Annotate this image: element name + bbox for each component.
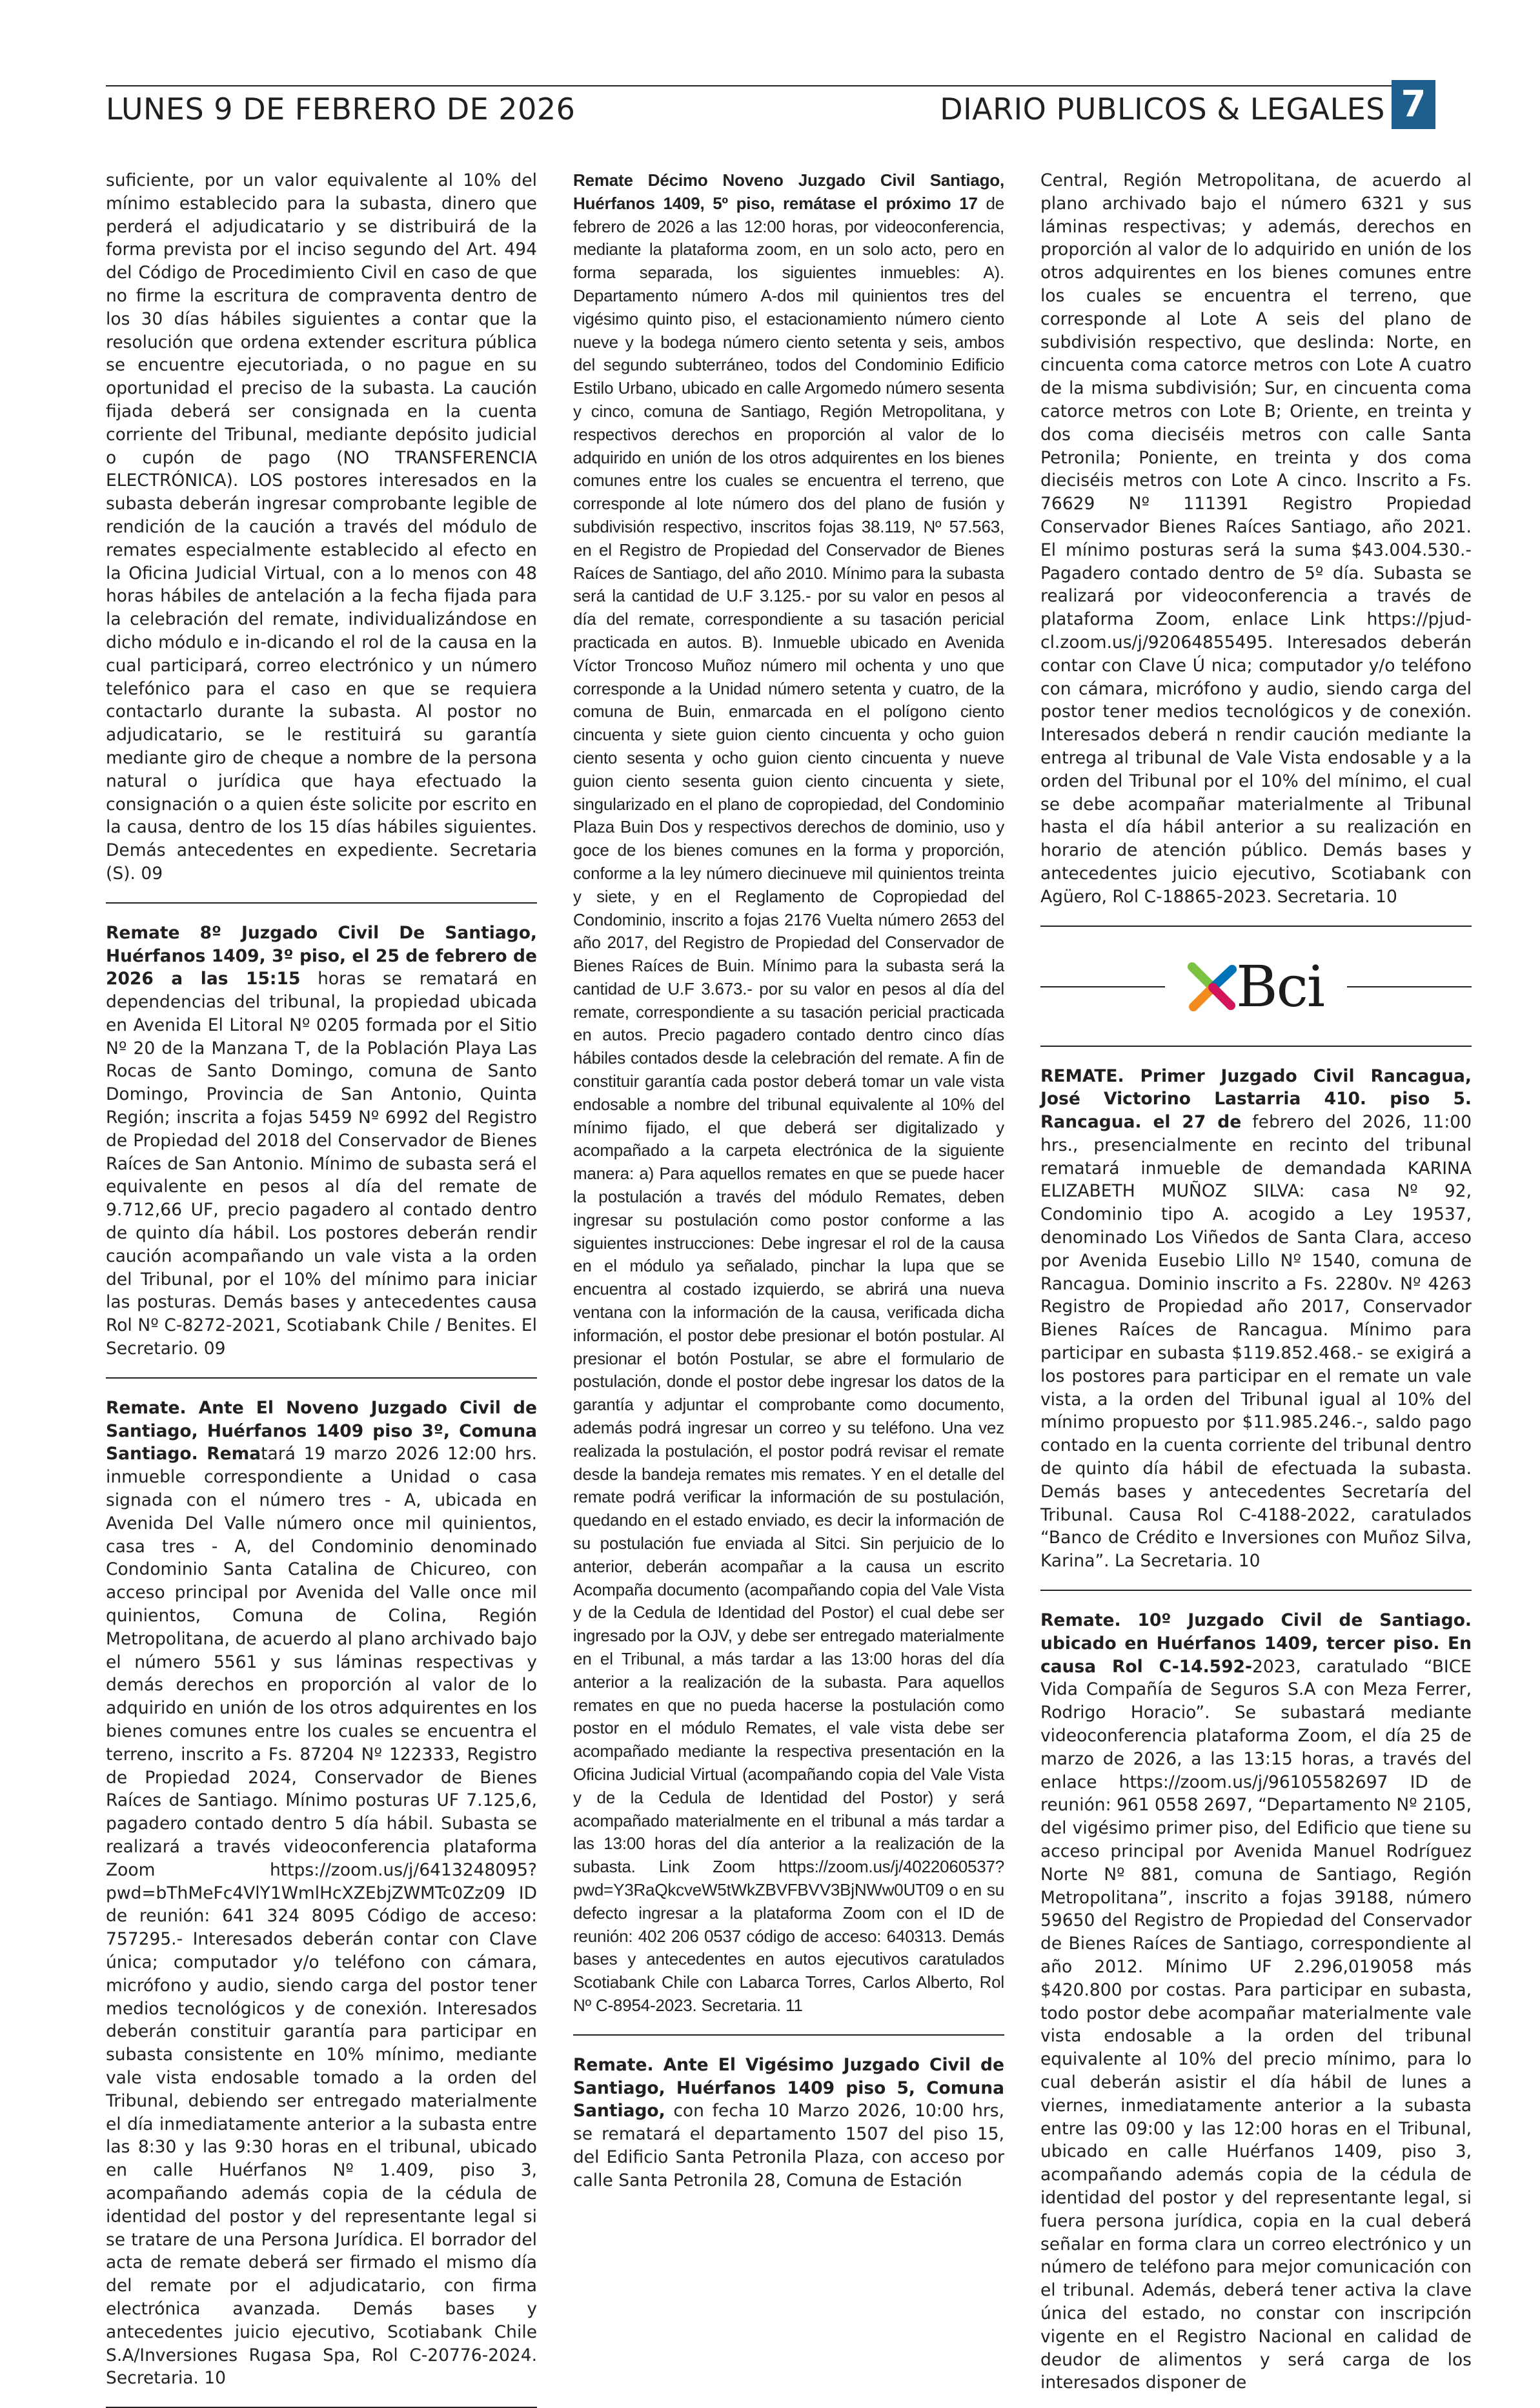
- notice-text: suficiente, por un valor equivalente al 10% del mínimo establecido para la subasta, dinero que perderá el adjudicatario y se distribuirá de la forma prevista por el inciso segundo del Art. 494 del Código de Procedimiento Civil en caso de que no firme la escritura de compraventa dentro de los 30 días hábiles siguientes a contar que la resolución que ordena extender escritura pública se encuentre ejecutoriada, o no pague en su oportunidad el preciso de la subasta. La caución fijada deberá ser consignada en la cuenta corriente del Tribunal, mediante depósito judicial o cupón de pago (NO TRANSFERENCIA ELECTRÓNICA). LOS postores interesados en la subasta deberán ingresar comprobante legible de rendición de la caución a través del módulo de remates especialmente establecido al efecto en la Oficina Judicial Virtual, con a lo menos con 48 horas hábiles de antelación a la fecha fijada para la celebración del remate, individualizándose en dicho módulo e in-dicando el rol de la causa en la cual participará, correo electrónico y un número telefónico para el caso en que se requiera contactarlo durante la subasta. Al postor no adjudicatario, se le restituirá su garantía mediante giro de cheque a nombre de la persona natural o jurídica que haya efectuado la consignación o a quien éste solicite por escrito en la causa, dentro de los 15 días hábiles siguientes. Demás antecedentes en expediente. Secretaria (S). 09: [106, 170, 537, 884]
- notice-separator: [1040, 1590, 1472, 1591]
- notice-continuation: [106, 169, 537, 885]
- page-number: 7: [1392, 80, 1435, 129]
- notice-text: tará 19 marzo 2026 12:00 hrs. inmueble correspondiente a Unidad o casa signada con el número tres - A, ubicada en Avenida Del Valle número once mil quinientos, casa tres - A, del Condominio denominado Condominio Santa Catalina de Chicureo, con acceso principal por Avenida del Valle once mil quinientos, Comuna de Colina, Región Metropolitana, de acuerdo al plano archivado bajo el número 5561 y sus láminas respectivas y demás derechos en proporción al valor de lo adquirido en unión de los otros adquirentes en los bienes comunes entre los cuales se encuentra el terreno, inscrito a Fs. 87204 Nº 122333, Registro de Propiedad 2024, Conservador de Bienes Raíces de Santiago. Mínimo posturas UF 7.125,6, pagadero contado dentro 5 día hábil. Subasta se realizará a través videoconferencia plataforma Zoom https://zoom.us/j/6413248095?pwd=bThMeFc4VlY1WmlHcXZEbjZWMTc0Zz09 ID de reunión: 641 324 8095 Código de acceso: 757295.- Interesados deberán contar con Clave única; computador y/o teléfono con cámara, micrófono y audio, siendo carga del postor tener medios tecnológicos y de conexión. Interesados deberán constituir garantía para participar en subasta consistente en 10% mínimo, mediante vale vista endosable tomado a la orden del Tribunal, debiendo ser entregado materialmente el día inmediatamente anterior a la subasta entre las 8:30 y las 9:30 horas en el tribunal, ubicado en calle Huérfanos Nº 1.409, piso 3, acompañando además copia de la cédula de identidad del postor y del representante legal si se tratare de una Persona Jurídica. El borrador del acta de remate deberá ser firmado el mismo día del remate por el adjudicatario, con firma electrónica avanzada. Demás bases y antecedentes juicio ejecutivo, Scotiabank Chile S.A/Inversiones Rugasa Spa, Rol C-20776-2024. Secretaria. 10: [106, 1444, 537, 2389]
- header-rule: [106, 85, 1429, 86]
- notice-noveno-juzgado: [106, 1397, 537, 2390]
- notice-text: con fecha 10 Marzo 2026, 10:00 hrs, se rematará el departamento 1507 del piso 15, del Edificio Santa Petronila Plaza, con acceso por calle Santa Petronila 28, Comuna de Estación: [573, 2101, 1004, 2190]
- page-header: [106, 80, 1435, 130]
- notice-separator: [1040, 1046, 1472, 1047]
- notice-continuation: [1040, 169, 1472, 909]
- notice-decimo-noveno-juzgado: [573, 169, 1004, 2018]
- notice-heading: REMATE. Primer Juzgado Civil Rancagua, José Victorino Lastarria 410. piso 5. Rancagua. el 27 de: [1040, 1066, 1472, 1133]
- column-3: [1040, 169, 1472, 2393]
- notice-heading: Remate 8º Juzgado Civil De Santiago, Huérfanos 1409, 3º piso, el 25 de febrero de 2026 a las 15:15: [106, 922, 537, 989]
- notice-10-juzgado: [1040, 1609, 1472, 2394]
- notice-text: horas se rematará en dependencias del tribunal, la propiedad ubicada en Avenida El Litoral Nº 0205 formada por el Sitio Nº 20 de la Manzana T, de la Población Playa Las Rocas de Santo Domingo, comuna de Santo Domingo, Provincia de San Antonio, Quinta Región; inscrita a fojas 5459 Nº 6992 del Registro de Propiedad del 2018 del Conservador de Bienes Raíces de San Antonio. Mínimo de subasta será el equivalente en pesos al día del remate de 9.712,66 UF, precio pagadero al contado dentro de quinto día hábil. Los postores deberán rendir caución acompañando un vale vista a la orden del Tribunal, por el 10% del mínimo para iniciar las posturas. Demás bases y antecedentes causa Rol Nº C-8272-2021, Scotiabank Chile / Benites. El Secretario. 09: [106, 969, 537, 1359]
- logo-rule-right: [1347, 986, 1472, 987]
- notice-8-juzgado: [106, 922, 537, 1361]
- notice-separator: [1040, 926, 1472, 927]
- bci-logo-text: Bci: [1235, 953, 1324, 1020]
- bci-logo-block: [1040, 945, 1472, 1029]
- issue-date: LUNES 9 DE FEBRERO DE 2026: [106, 92, 576, 126]
- notice-heading: Remate Décimo Noveno Juzgado Civil Santiago, Huérfanos 1409, 5º piso, remátase el próximo 17: [573, 170, 1004, 213]
- logo-rule-left: [1040, 986, 1165, 987]
- notice-separator: [106, 902, 537, 904]
- column-2: [573, 169, 1004, 2221]
- publication-name: DIARIO PUBLICOS & LEGALES: [940, 92, 1385, 126]
- notice-separator: [106, 1377, 537, 1379]
- column-1: [106, 169, 537, 2389]
- notice-vigesimo-juzgado: [573, 2054, 1004, 2192]
- notice-separator: [573, 2034, 1004, 2036]
- notice-heading: Remate. Ante El Vigésimo Juzgado Civil de Santiago, Huérfanos 1409 piso 5, Comuna Santiago,: [573, 2054, 1004, 2121]
- notice-text: 2023, caratulado “BICE Vida Compañía de Seguros S.A con Meza Ferrer, Rodrigo Horacio”. Se subastará mediante videoconferencia plataforma Zoom, el día 25 de marzo de 2026, a las 13:15 horas, a través del enlace https://zoom.us/j/96105582697 ID de reunión: 961 0558 2697, “Departamento Nº 2105, del vigésimo primer piso, del Edificio que tiene su acceso principal por Avenida Manuel Rodríguez Norte Nº 881, comuna de Santiago, Región Metropolitana”, inscrito a fojas 39188, número 59650 del Registro de Propiedad del Conservador de Bienes Raíces de Santiago, correspondiente al año 2012. Mínimo UF 2.296,019058 más $420.800 por costas. Para participar en subasta, todo postor debe acompañar materialmente vale vista endosable a la orden del tribunal equivalente al 10% del precio mínimo, para lo cual deberán asistir el día hábil de lunes a viernes, inmediatamente anterior a la subasta entre las 09:00 y las 12:00 horas en el Tribunal, ubicado en calle Huérfanos 1409, piso 3, acompañando además copia de la cédula de identidad del postor y del representante legal, si fuera persona jurídica, copia en la cual deberá señalar en forma clara un correo electrónico y un número de teléfono para mejor comunicación con el tribunal. Además, deberá tener activa la clave única del estado, no constar con inscripción vigente en el Registro Nacional en calidad de deudor de alimentos y será carga de los interesados disponer de: [1040, 1656, 1472, 2393]
- notice-rancagua: [1040, 1065, 1472, 1573]
- notice-heading: Remate. Ante El Noveno Juzgado Civil de Santiago, Huérfanos 1409 piso 3º, Comuna Santiago. Rema: [106, 1397, 537, 1464]
- notice-text: de febrero de 2026 a las 12:00 horas, por videoconferencia, mediante la plataforma zoom, en un solo acto, pero en forma separada, los siguientes inmuebles: A). Departamento número A-dos mil quinientos tres del vigésimo quinto piso, el estacionamiento número ciento nueve y la bodega número ciento setenta y seis, ambos del segundo subterráneo, todos del Condominio Edificio Estilo Urbano, ubicado en calle Argomedo número sesenta y cinco, comuna de Santiago, Región Metropolitana, y respectivos derechos en proporción al valor de lo adquirido en unión de los otros adquirentes en los bienes comunes entre los cuales se encuentra el terreno, que corresponde al lote número dos del plano de fusión y subdivisión respectivo, inscritos fojas 38.119, Nº 57.563, en el Registro de Propiedad del Conservador de Bienes Raíces de Santiago, del año 2010. Mínimo para la subasta será la cantidad de U.F 3.125.- por su valor en pesos al día del remate, correspondiente a su tasación pericial practicada en autos. B). Inmueble ubicado en Avenida Víctor Troncoso Muñoz número mil ochenta y uno que corresponde a la Unidad número setenta y cuatro, de la comuna de Buin, enmarcada en el polígono ciento cincuenta y siete guion ciento cincuenta y ocho guion ciento sesenta y ocho guion ciento cincuenta y nueve guion ciento sesenta guion ciento cincuenta y siete, singularizado en el plano de copropiedad, del Condominio Plaza Buin Dos y respectivos derechos de dominio, uso y goce de los bienes comunes en la forma y proporción, conforme a la ley número diecinueve mil quinientos treinta y siete, y en el Reglamento de Copropiedad del Condominio, inscrito a fojas 2176 Vuelta número 2653 del año 2017, del Registro de Propiedad del Conservador de Bienes Raíces de Buin. Mínimo para la subasta será la cantidad de U.F 3.673.- por su valor en pesos al día del remate, correspondiente a su tasación pericial practicada en autos. Precio pagadero contado dentro cinco días hábiles contados desde la celebración del remate. A fin de constituir garantía cada postor deberá tomar un vale vista endosable a nombre del tribunal equivalente al 10% del mínimo fijado, el que deberá ser digitalizado y acompañado a la carpeta electrónica de la siguiente manera: a) Para aquellos remates en que se puede hacer la postulación a través del módulo Remates, deben ingresar su postulación como postor conforme a las siguientes instrucciones: Debe ingresar el rol de la causa en el módulo ya señalado, pinchar la lupa que se encuentra al costado izquierdo, se abrirá una nueva ventana con la información de la causa, verificada dicha información, el postor debe presionar el botón postular. Al presionar el botón Postular, se abre el formulario de postulación, donde el postor debe ingresar los datos de la garantía y adjuntar el comprobante como documento, además podrá ingresar un correo y su teléfono. Una vez realizada la postulación, el postor podrá revisar el remate desde la bandeja remates mis remates. Y en el detalle del remate podrá verificar la información de su postulación, quedando en el estado enviado, es decir la información de su postulación fue enviada al Sitci. Sin perjuicio de lo anterior, deberán acompañar a la causa un escrito Acompaña documento (acompañando copia del Vale Vista y de la Cedula de Identidad del Postor) el cual debe ser ingresado por la OJV, y debe ser entregado materialmente en el Tribunal, a más tardar a las 13:00 horas del día anterior a la realización de la subasta. Para aquellos remates en que no pueda hacerse la postulación como postor en el módulo Remates, el vale vista debe ser acompañado mediante la respectiva presentación en la Oficina Judicial Virtual (acompañando copia del Vale Vista y de la Cedula de Identidad del Postor) y será acompañado materialmente en el tribunal a más tardar a las 13:00 horas del día anterior a la realización de la subasta. Link Zoom https://zoom.us/j/4022060537?pwd=Y3RaQkcveW5tWkZBVFBVV3BjNWw0UT09 o en su defecto ingresar a la plataforma Zoom con el ID de reunión: 402 206 0537 código de acceso: 640313. Demás bases y antecedentes en autos ejecutivos caratulados Scotiabank Chile con Labarca Torres, Carlos Alberto, Rol Nº C-8954-2023. Secretaria. 11: [573, 193, 1004, 2015]
- notice-text: Central, Región Metropolitana, de acuerdo al plano archivado bajo el número 6321 y sus láminas respectivas; y además, derechos en proporción al valor de lo adquirido en unión de los otros adquirentes en los bienes comunes entre los cuales se encuentra el terreno, que corresponde al Lote A seis del plano de subdivisión respectivo, que deslinda: Norte, en cincuenta coma catorce metros con Lote A cuatro de la misma subdivisión; Sur, en cincuenta coma catorce metros con Lote B; Oriente, en treinta y dos coma dieciséis metros con calle Santa Petronila; Poniente, en treinta y dos coma dieciséis metros con Lote A cinco. Inscrito a Fs. 76629 Nº 111391 Registro Propiedad Conservador Bienes Raíces Santiago, año 2021. El mínimo posturas será la suma $43.004.530.- Pagadero contado dentro de 5º día. Subasta se realizará por videoconferencia a través de plataforma Zoom, enlace Link https://pjud-cl.zoom.us/j/92064855495. Interesados deberán contar con Clave Ú nica; computador y/o teléfono con cámara, micrófono y audio, siendo carga del postor tener medios tecnológicos y de conexión. Interesados deberá n rendir caución mediante la entrega al tribunal de Vale Vista endosable y a la orden del Tribunal por el 10% del mínimo, el cual se debe acompañar materialmente al Tribunal hasta el día hábil anterior a su realización en horario de atención público. Demás bases y antecedentes juicio ejecutivo, Scotiabank con Agüero, Rol C-18865-2023. Secretaria. 10: [1040, 170, 1472, 907]
- notice-heading: Remate. 10º Juzgado Civil de Santiago. ubicado en Huérfanos 1409, tercer piso. En causa Rol C-14.592-: [1040, 1610, 1472, 1677]
- notice-text: febrero del 2026, 11:00 hrs., presencialmente en recinto del tribunal rematará inmueble de demandada KARINA ELIZABETH MUÑOZ SILVA: casa Nº 92, Condominio tipo A. acogido a Ley 19537, denominado Los Viñedos de Santa Clara, acceso por Avenida Eusebio Lillo Nº 1540, comuna de Rancagua. Dominio inscrito a Fs. 2280v. Nº 4263 Registro de Propiedad año 2017, Conservador Bienes Raíces de Rancagua. Mínimo para participar en subasta $119.852.468.- se exigirá a los postores para participar en el remate un vale vista, a la orden del Tribunal igual al 10% del mínimo propuesto por $11.985.246.-, saldo pago contado en la cuenta corriente del tribunal dentro de quinto día hábil de efectuada la subasta. Demás bases y antecedentes Secretaría del Tribunal. Causa Rol C-4188-2022, caratulados “Banco de Crédito e Inversiones con Muñoz Silva, Karina”. La Secretaria. 10: [1040, 1112, 1472, 1572]
- bci-mark-icon: [1188, 963, 1236, 1011]
- bci-logo: [1188, 955, 1324, 1019]
